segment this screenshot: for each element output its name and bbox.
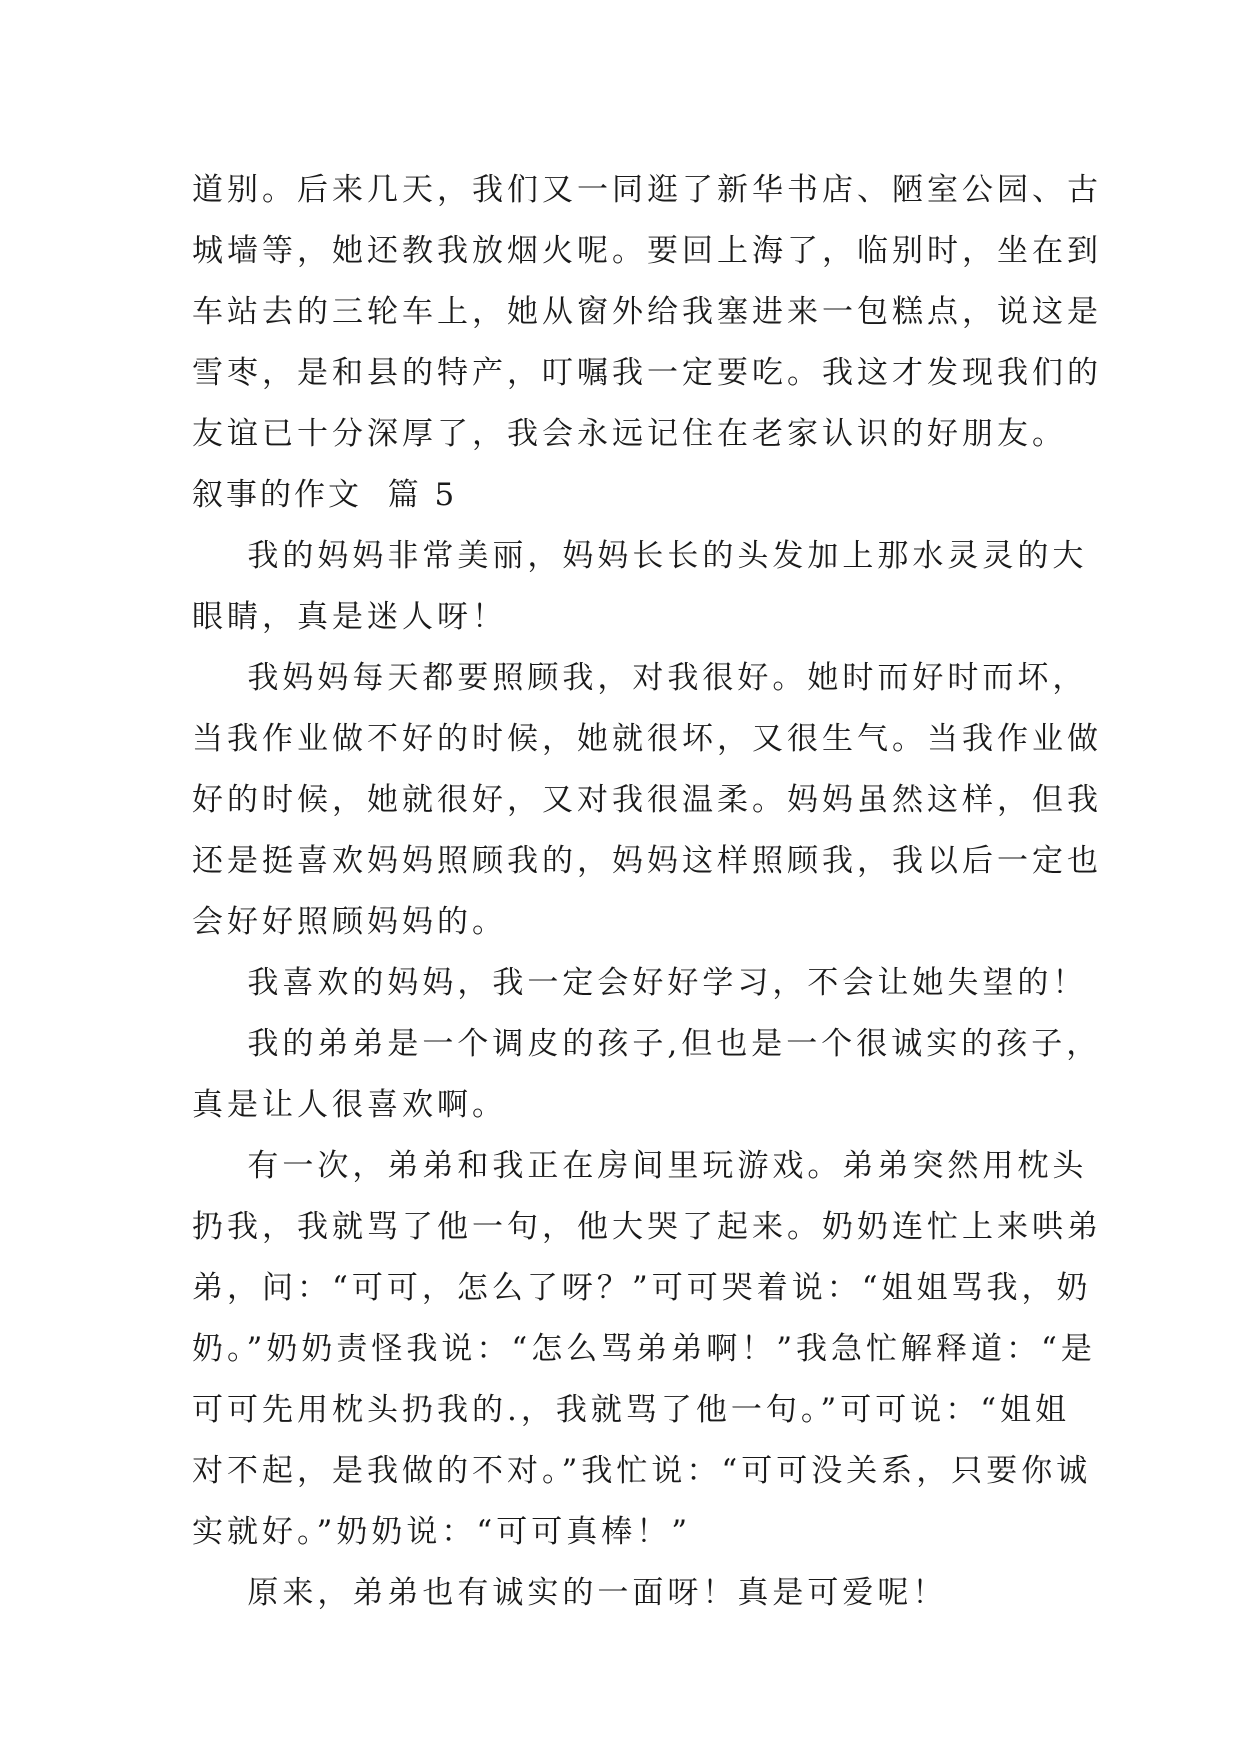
text-line: 友谊已十分深厚了，我会永远记住在老家认识的好朋友。 xyxy=(192,416,1067,452)
text-line: 还是挺喜欢妈妈照顾我的，妈妈这样照顾我，我以后一定也 xyxy=(192,843,1102,879)
text-line: 原来，弟弟也有诚实的一面呀！真是可爱呢！ xyxy=(192,1575,948,1611)
text-line: 我的妈妈非常美丽，妈妈长长的头发加上那水灵灵的大 xyxy=(192,538,1088,574)
text-line: 可可先用枕头扔我的.，我就骂了他一句。”可可说：“姐姐 xyxy=(192,1392,1071,1428)
text-line: 当我作业做不好的时候，她就很坏，又很生气。当我作业做 xyxy=(192,721,1102,757)
text-line: 车站去的三轮车上，她从窗外给我塞进来一包糕点，说这是 xyxy=(192,294,1102,330)
text-line: 雪枣，是和县的特产，叮嘱我一定要吃。我这才发现我们的 xyxy=(192,355,1102,391)
text-line: 奶。”奶奶责怪我说：“怎么骂弟弟啊！”我急忙解释道：“是 xyxy=(192,1331,1096,1367)
text-line: 真是让人很喜欢啊。 xyxy=(192,1087,507,1123)
text-line: 对不起，是我做的不对。”我忙说：“可可没关系，只要你诚 xyxy=(192,1453,1092,1489)
text-line: 有一次，弟弟和我正在房间里玩游戏。弟弟突然用枕头 xyxy=(192,1148,1088,1184)
section-heading: 叙事的作文 篇 5 xyxy=(192,477,458,513)
text-line: 实就好。”奶奶说：“可可真棒！” xyxy=(192,1514,692,1550)
text-line: 会好好照顾妈妈的。 xyxy=(192,904,507,940)
text-line: 城墙等，她还教我放烟火呢。要回上海了，临别时，坐在到 xyxy=(192,233,1102,269)
text-line: 弟，问：“可可，怎么了呀？”可可哭着说：“姐姐骂我，奶 xyxy=(192,1270,1092,1306)
essay-text xyxy=(192,160,1102,1624)
text-line: 扔我，我就骂了他一句，他大哭了起来。奶奶连忙上来哄弟 xyxy=(192,1209,1102,1245)
text-line: 眼睛，真是迷人呀！ xyxy=(192,599,507,635)
text-line: 我喜欢的妈妈，我一定会好好学习，不会让她失望的！ xyxy=(192,965,1088,1001)
text-line: 好的时候，她就很好，又对我很温柔。妈妈虽然这样，但我 xyxy=(192,782,1102,818)
text-line: 道别。后来几天，我们又一同逛了新华书店、陋室公园、古 xyxy=(192,172,1102,208)
text-line: 我妈妈每天都要照顾我，对我很好。她时而好时而坏， xyxy=(192,660,1088,696)
text-line: 我的弟弟是一个调皮的孩子,但也是一个很诚实的孩子， xyxy=(192,1026,1102,1062)
